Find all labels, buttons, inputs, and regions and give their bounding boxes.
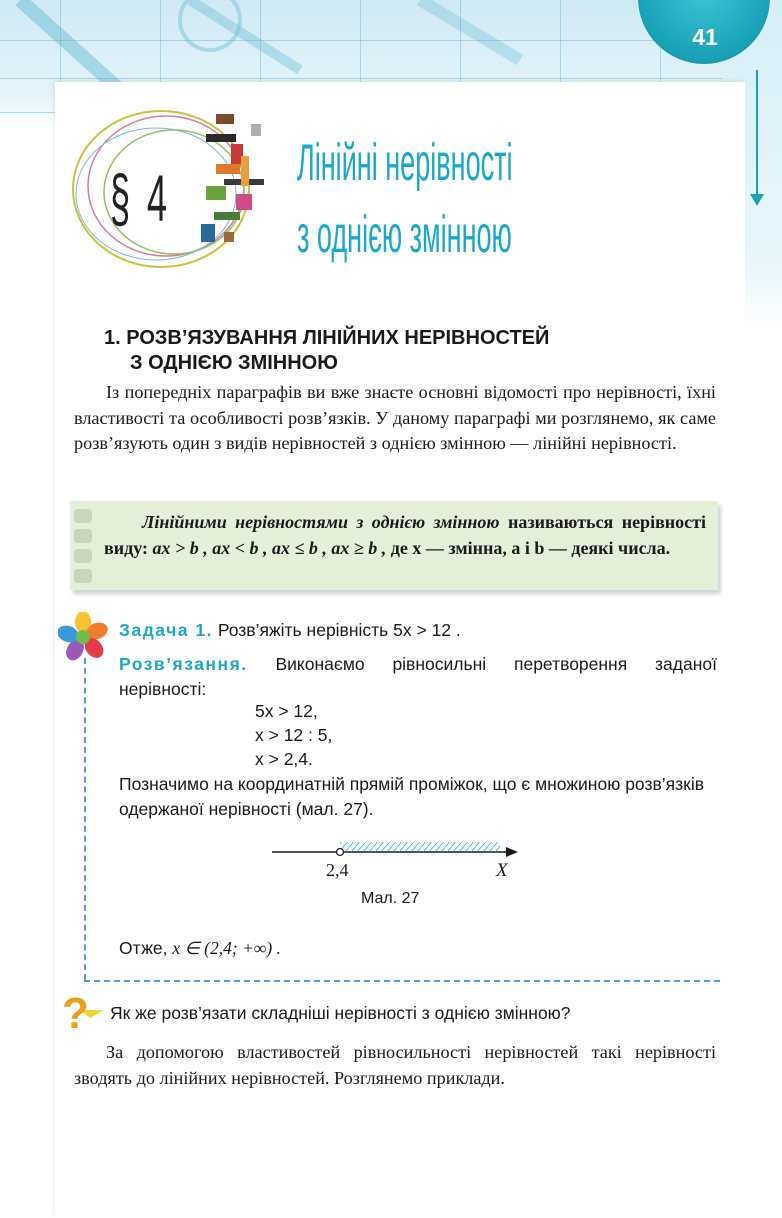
answer-value: x ∈ (2,4; +∞) . (172, 938, 281, 958)
definition-binder-marks (72, 505, 94, 587)
heading-line2: З ОДНІЄЮ ЗМІННОЮ (130, 352, 338, 374)
svg-text:?: ? (62, 989, 89, 1036)
heading-line1: 1. РОЗВ’ЯЗУВАННЯ ЛІНІЙНИХ НЕРІВНОСТЕЙ (104, 327, 550, 349)
number-line-arrow (506, 847, 518, 857)
task-frame-bottom (84, 980, 720, 982)
page-number: 41 (692, 24, 718, 50)
answer-prefix: Отже, (119, 938, 168, 958)
chapter-title-line1: Лінійні нерівності (297, 134, 513, 192)
solution-intro (119, 652, 717, 701)
closing-text: За допомогою властивостей рівносильності нерівностей такі нерівності зводять до лінійних нерівностей. Розглянемо приклади. (74, 1042, 716, 1088)
solution-label: Розв’язання. (119, 654, 248, 674)
subsection-heading (104, 326, 549, 376)
definition-tail: де x — змінна, a і b — деякі числа. (390, 537, 671, 558)
answer (119, 938, 281, 959)
point-label: 2,4 (326, 860, 349, 880)
chapter-title-line2: з однією змінною (297, 206, 512, 264)
chapter-title (297, 127, 513, 271)
figure-caption: Мал. 27 (361, 890, 420, 907)
task-text: Розв’яжіть нерівність 5x > 12 . (217, 620, 461, 640)
chapter-emblem (66, 94, 286, 274)
solution-interval-hatch (340, 842, 500, 852)
definition-term: Лінійними нерівностями з однією змінною (142, 512, 500, 532)
open-point (337, 849, 344, 856)
task-statement (119, 620, 461, 641)
question-mark-icon (60, 988, 106, 1036)
closing-paragraph (74, 1040, 716, 1091)
margin-arrow-line (756, 70, 758, 198)
task-frame-left (84, 658, 86, 980)
definition-body: називаються нерівності виду: (104, 512, 706, 558)
solution-conclusion: Позначимо на координатній прямій проміжок, що є множиною розв’язків одержаної нерівності (мал. 27). (119, 774, 705, 819)
solution-step-1: 5x > 12, (255, 701, 318, 721)
task-label: Задача 1. (119, 620, 213, 640)
number-line-figure (268, 836, 528, 886)
task-flower-icon (58, 612, 108, 662)
definition-text (104, 510, 706, 561)
section-number: § 4 (110, 161, 171, 235)
intro-text: Із попередніх параграфів ви вже знаєте основні відомості про нерівності, їхні властивості та особливості розв’язків. У даному параграфі ми розглянемо, як саме розв’язують один з видів нерівностей з однією змінною — лінійні нерівності. (74, 382, 716, 454)
solution-step-2: x > 12 : 5, (255, 725, 333, 745)
solution-text: Виконаємо рівносильні перетворення заданої нерівності: (119, 654, 717, 699)
intro-paragraph (74, 380, 716, 457)
margin-arrow-head (750, 194, 764, 206)
solution-step-3: x > 2,4. (255, 749, 313, 769)
question-text: Як же розв’язати складніші нерівності з однією змінною? (110, 1003, 571, 1023)
definition-forms: ax > b , ax < b , ax ≤ b , ax ≥ b , (152, 537, 387, 558)
axis-label: X (496, 860, 508, 881)
